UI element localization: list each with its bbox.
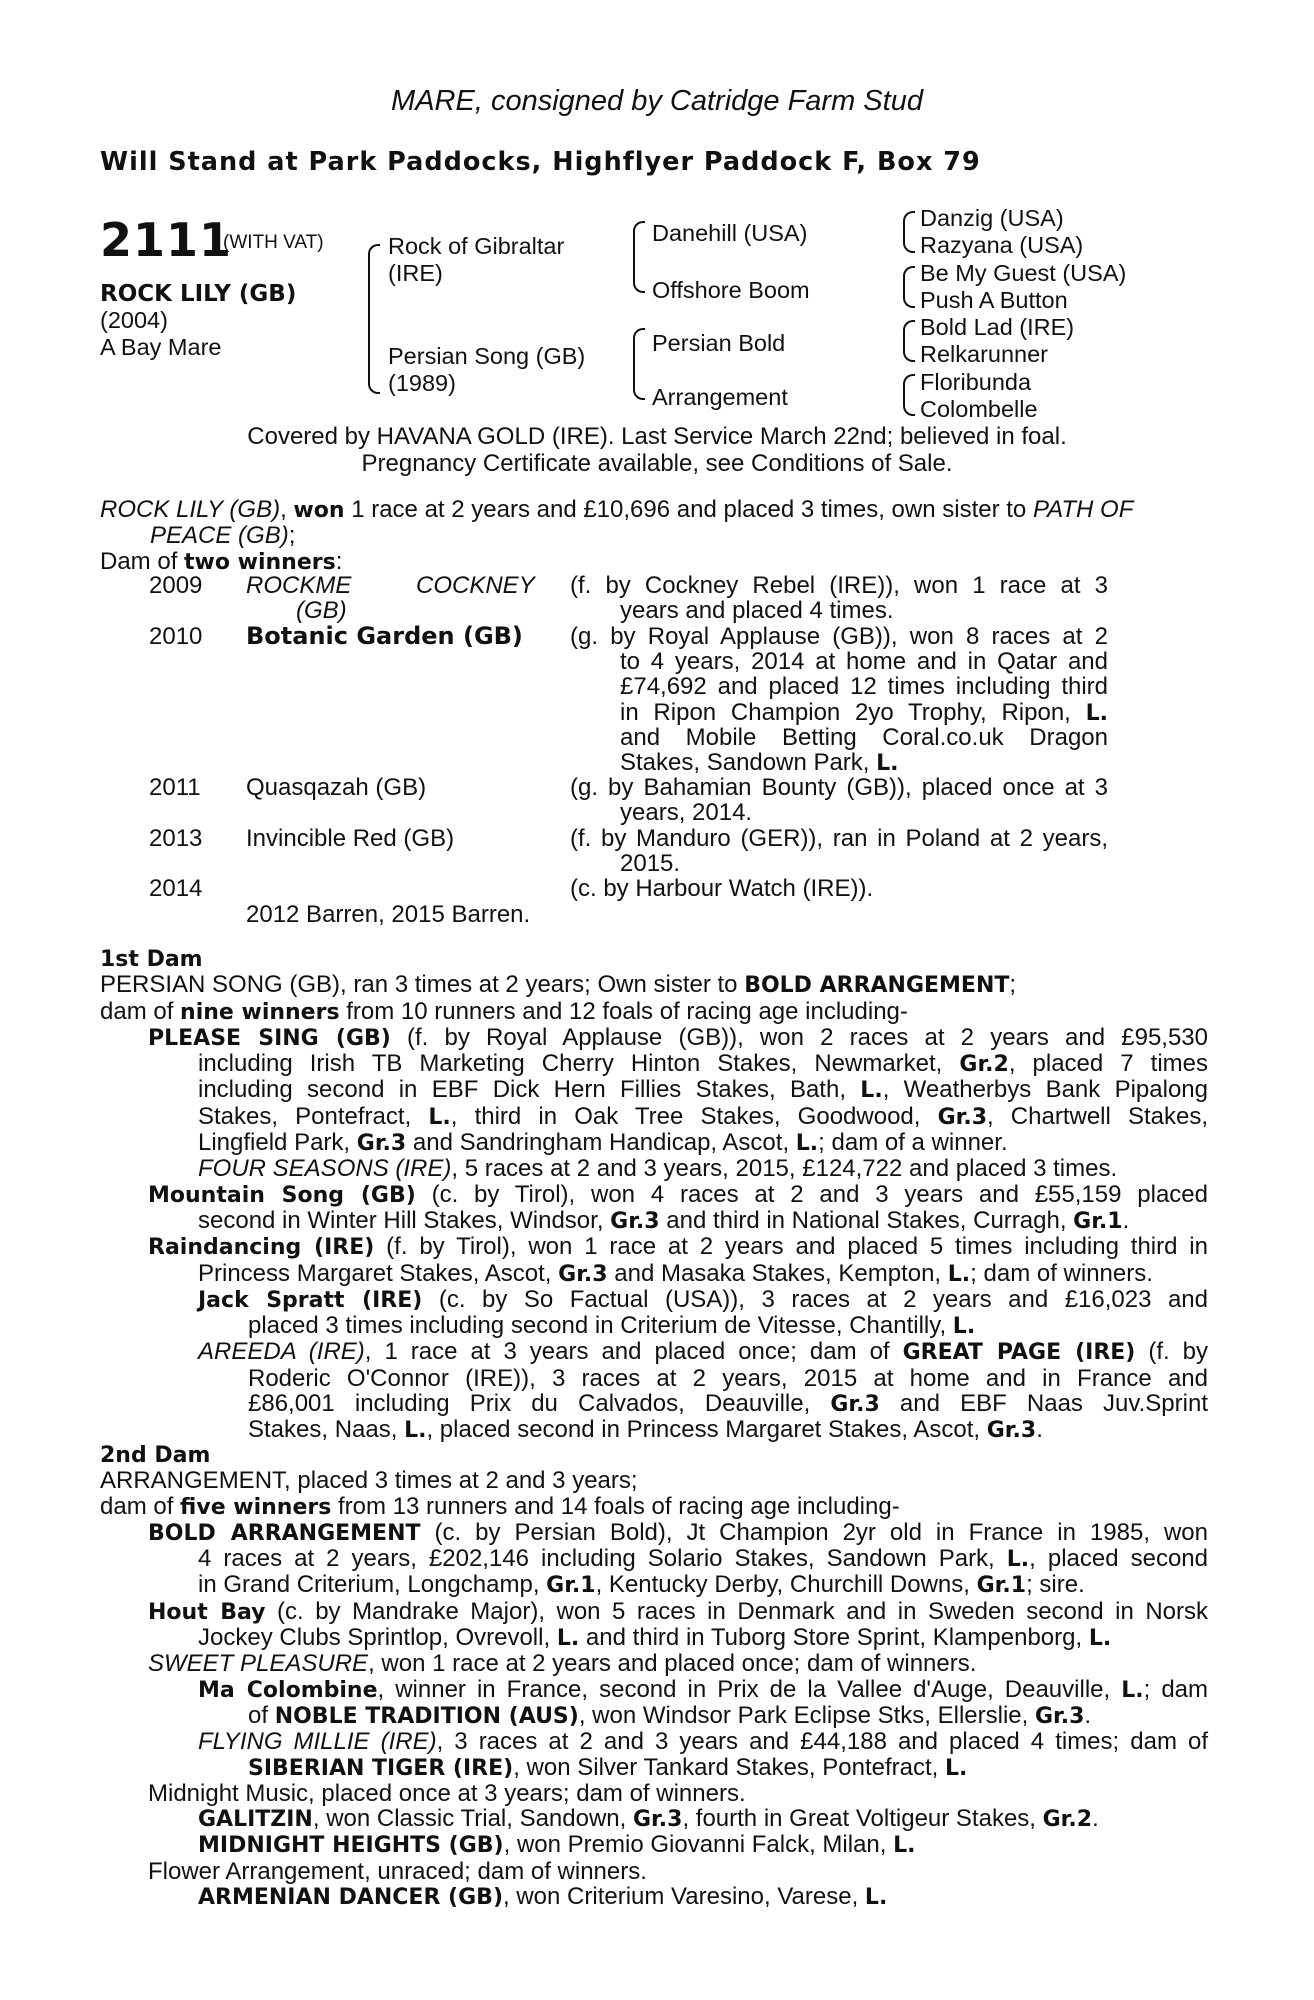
second-dam-line: 4 races at 2 years, £202,146 including Solario Stakes, Sandown Park, L., placed second xyxy=(198,1545,1208,1573)
pedigree-brace-sire-parents xyxy=(633,221,645,293)
pedigree-brace-gen3-1 xyxy=(903,211,915,253)
first-dam-line: including Irish TB Marketing Cherry Hinton Stakes, Newmarket, Gr.2, placed 7 times xyxy=(198,1050,1208,1078)
second-dam-line: SWEET PLEASURE, won 1 race at 2 years and placed once; dam of winners. xyxy=(148,1650,977,1678)
lot-number: 2111 xyxy=(100,213,233,267)
first-dam-line: PERSIAN SONG (GB), ran 3 times at 2 years; Own sister to BOLD ARRANGEMENT; xyxy=(100,971,1017,999)
pedigree-sire: Rock of Gibraltar xyxy=(388,233,565,259)
second-dam-line: Midnight Music, placed once at 3 years; dam of winners. xyxy=(148,1779,746,1807)
pedigree-brace-sire-dam xyxy=(368,244,380,394)
certificate-line: Pregnancy Certificate available, see Conditions of Sale. xyxy=(361,450,953,477)
pedigree-sire-dam: Offshore Boom xyxy=(652,277,810,303)
produce-year: 2013 xyxy=(149,825,203,852)
second-dam-line: in Grand Criterium, Longchamp, Gr.1, Kentucky Derby, Churchill Downs, Gr.1; sire. xyxy=(198,1571,1085,1599)
pedigree-gen3-7: Floribunda xyxy=(920,369,1032,395)
first-dam-line: PLEASE SING (GB) (f. by Royal Applause (GB)), won 2 races at 2 years and £95,530 xyxy=(148,1023,1209,1051)
second-dam-line: Hout Bay (c. by Mandrake Major), won 5 races in Denmark and in Sweden second in Norsk xyxy=(148,1597,1208,1625)
record-sister-cont: PEACE (GB) xyxy=(150,522,289,550)
racing-record: ROCK LILY (GB), won 1 race at 2 years and £10,696 and placed 3 times, own sister to PATH OF PEACE (GB); Dam of two winners: xyxy=(100,496,1134,575)
produce-name: ROCKME COCKNEY xyxy=(246,572,535,599)
second-dam-line: Flower Arrangement, unraced; dam of winners. xyxy=(148,1857,647,1885)
second-dam-line: ARRANGEMENT, placed 3 times at 2 and 3 years; xyxy=(100,1467,638,1495)
first-dam-line: placed 3 times including second in Criterium de Vitesse, Chantilly, L. xyxy=(248,1312,976,1340)
pedigree-gen3-4: Push A Button xyxy=(920,287,1068,313)
produce-year: 2011 xyxy=(149,774,201,801)
produce-detail: (f. by Manduro (GER)), ran in Poland at 2 years, xyxy=(570,825,1108,852)
pedigree-dam-dam: Arrangement xyxy=(652,384,788,410)
record-name: ROCK LILY (GB) xyxy=(100,496,281,523)
produce-detail: and Mobile Betting Coral.co.uk Dragon xyxy=(620,724,1108,751)
pedigree-gen3-3: Be My Guest (USA) xyxy=(920,260,1127,286)
second-dam-line: Ma Colombine, winner in France, second in Prix de la Vallee d'Auge, Deauville, L.; dam xyxy=(198,1675,1209,1703)
vat-label: (WITH VAT) xyxy=(223,232,324,253)
first-dam-line: Raindancing (IRE) (f. by Tirol), won 1 race at 2 years and placed 5 times including third in xyxy=(148,1233,1208,1261)
first-dam-line: including second in EBF Dick Hern Fillies Stakes, Bath, L., Weatherbys Bank Pipalong xyxy=(198,1076,1208,1104)
produce-detail: (f. by Cockney Rebel (IRE)), won 1 race at 3 xyxy=(570,572,1108,599)
second-dam-line: SIBERIAN TIGER (IRE), won Silver Tankard Stakes, Pontefract, L. xyxy=(248,1753,968,1781)
first-dam-line: Jack Spratt (IRE) (c. by So Factual (USA)), 3 races at 2 years and £16,023 and xyxy=(198,1285,1209,1313)
dam-of-count: two winners xyxy=(184,549,336,575)
horse-name: ROCK LILY (GB) xyxy=(100,281,297,307)
produce-name: Invincible Red (GB) xyxy=(246,825,455,852)
second-dam-line: BOLD ARRANGEMENT (c. by Persian Bold), Jt Champion 2yr old in France in 1985, won xyxy=(148,1518,1208,1546)
horse-description: A Bay Mare xyxy=(100,334,222,360)
pedigree-brace-gen3-3 xyxy=(903,320,915,362)
second-dam-line: MIDNIGHT HEIGHTS (GB), won Premio Giovanni Falck, Milan, L. xyxy=(198,1831,916,1859)
first-dam-line: Roderic O'Connor (IRE)), 3 races at 2 years, 2015 at home and in France and xyxy=(248,1364,1208,1392)
first-dam-section xyxy=(100,947,1208,1444)
second-dam-line: of NOBLE TRADITION (AUS), won Windsor Park Eclipse Stks, Ellerslie, Gr.3. xyxy=(248,1701,1092,1729)
second-dam-line: ARMENIAN DANCER (GB), won Criterium Varesino, Varese, L. xyxy=(198,1883,888,1911)
produce-name: Quasqazah (GB) xyxy=(246,774,427,801)
cover-info xyxy=(0,423,1314,477)
produce-year: 2010 xyxy=(149,623,203,650)
second-dam-section xyxy=(100,1443,1208,1910)
stand-location: Will Stand at Park Paddocks, Highflyer Paddock F, Box 79 xyxy=(100,147,981,177)
first-dam-line: second in Winter Hill Stakes, Windsor, Gr.3 and third in National Stakes, Curragh, Gr.1. xyxy=(198,1206,1130,1234)
cover-line: Covered by HAVANA GOLD (IRE). Last Service March 22nd; believed in foal. xyxy=(247,423,1067,450)
produce-detail: (c. by Harbour Watch (IRE)). xyxy=(570,875,874,902)
produce-year: 2014 xyxy=(149,875,203,902)
produce-detail: 2015. xyxy=(620,850,681,877)
first-dam-line: dam of nine winners from 10 runners and 12 foals of racing age including- xyxy=(100,997,908,1025)
produce-detail: to 4 years, 2014 at home and in Qatar and xyxy=(620,648,1108,675)
pedigree-gen3-8: Colombelle xyxy=(920,396,1038,422)
produce-year: 2009 xyxy=(149,572,203,599)
produce-detail: years and placed 4 times. xyxy=(620,597,894,624)
pedigree-brace-dam-parents xyxy=(633,328,645,400)
pedigree-brace-gen3-2 xyxy=(903,266,915,308)
produce-detail: £74,692 and placed 12 times including third xyxy=(620,673,1108,700)
produce-detail: Stakes, Sandown Park, L. xyxy=(620,749,899,776)
second-dam-line: dam of five winners from 13 runners and 14 foals of racing age including- xyxy=(100,1492,900,1520)
pedigree-dam: Persian Song (GB) xyxy=(388,343,586,369)
pedigree-sire-country: (IRE) xyxy=(388,260,443,286)
foaling-year: (2004) xyxy=(100,307,168,333)
first-dam-line: Stakes, Pontefract, L., third in Oak Tree Stakes, Goodwood, Gr.3, Chartwell Stakes, xyxy=(198,1102,1209,1130)
pedigree-brace-gen3-4 xyxy=(903,374,915,416)
produce-detail: in Ripon Champion 2yo Trophy, Ripon, L. xyxy=(620,699,1108,726)
lot-heading: MARE, consigned by Catridge Farm Stud xyxy=(391,85,923,117)
first-dam-line: Princess Margaret Stakes, Ascot, Gr.3 and Masaka Stakes, Kempton, L.; dam of winners. xyxy=(198,1259,1153,1287)
pedigree-gen3-2: Razyana (USA) xyxy=(920,232,1084,258)
record-text: 1 race at 2 years and £10,696 and placed 3 times, own sister to xyxy=(344,496,1033,523)
record-tail: ; xyxy=(288,522,296,550)
first-dam-line: Lingfield Park, Gr.3 and Sandringham Handicap, Ascot, L.; dam of a winner. xyxy=(198,1129,1008,1157)
second-dam-line: FLYING MILLIE (IRE), 3 races at 2 and 3 years and £44,188 and placed 4 times; dam of xyxy=(198,1728,1208,1756)
pedigree-gen3-6: Relkarunner xyxy=(920,341,1049,367)
produce-name-cont: (GB) xyxy=(296,597,347,624)
record-won: won xyxy=(293,498,345,523)
pedigree-dam-year: (1989) xyxy=(388,370,456,396)
pedigree-dam-sire: Persian Bold xyxy=(652,330,786,356)
second-dam-heading: 2nd Dam xyxy=(100,1443,211,1468)
dam-of-pre: Dam of xyxy=(100,547,185,575)
first-dam-line: AREEDA (IRE), 1 race at 3 years and placed once; dam of GREAT PAGE (IRE) (f. by xyxy=(198,1338,1209,1366)
pedigree-gen3-1: Danzig (USA) xyxy=(920,205,1064,231)
pedigree-sire-sire: Danehill (USA) xyxy=(652,220,808,246)
produce-name: Botanic Garden (GB) xyxy=(246,622,523,650)
first-dam-heading: 1st Dam xyxy=(100,947,203,972)
produce-detail: years, 2014. xyxy=(620,799,753,826)
produce-detail: (g. by Bahamian Bounty (GB)), placed once at 3 xyxy=(570,774,1108,801)
dam-of-post: : xyxy=(335,547,343,575)
produce-detail: (g. by Royal Applause (GB)), won 8 races at 2 xyxy=(570,623,1108,650)
first-dam-line: FOUR SEASONS (IRE), 5 races at 2 and 3 years, 2015, £124,722 and placed 3 times. xyxy=(198,1155,1118,1183)
first-dam-line: Stakes, Naas, L., placed second in Princess Margaret Stakes, Ascot, Gr.3. xyxy=(248,1416,1043,1444)
record-sister: PATH OF xyxy=(1032,496,1134,523)
second-dam-line: Jockey Clubs Sprintlop, Ovrevoll, L. and third in Tuborg Store Sprint, Klampenborg, L. xyxy=(198,1624,1112,1652)
pedigree-gen3-5: Bold Lad (IRE) xyxy=(920,314,1075,340)
second-dam-line: GALITZIN, won Classic Trial, Sandown, Gr.3, fourth in Great Voltigeur Stakes, Gr.2. xyxy=(198,1805,1099,1833)
first-dam-line: Mountain Song (GB) (c. by Tirol), won 4 races at 2 and 3 years and £55,159 placed xyxy=(148,1180,1208,1208)
barren-years: 2012 Barren, 2015 Barren. xyxy=(246,901,531,928)
first-dam-line: £86,001 including Prix du Calvados, Deauville, Gr.3 and EBF Naas Juv.Sprint xyxy=(248,1390,1208,1418)
